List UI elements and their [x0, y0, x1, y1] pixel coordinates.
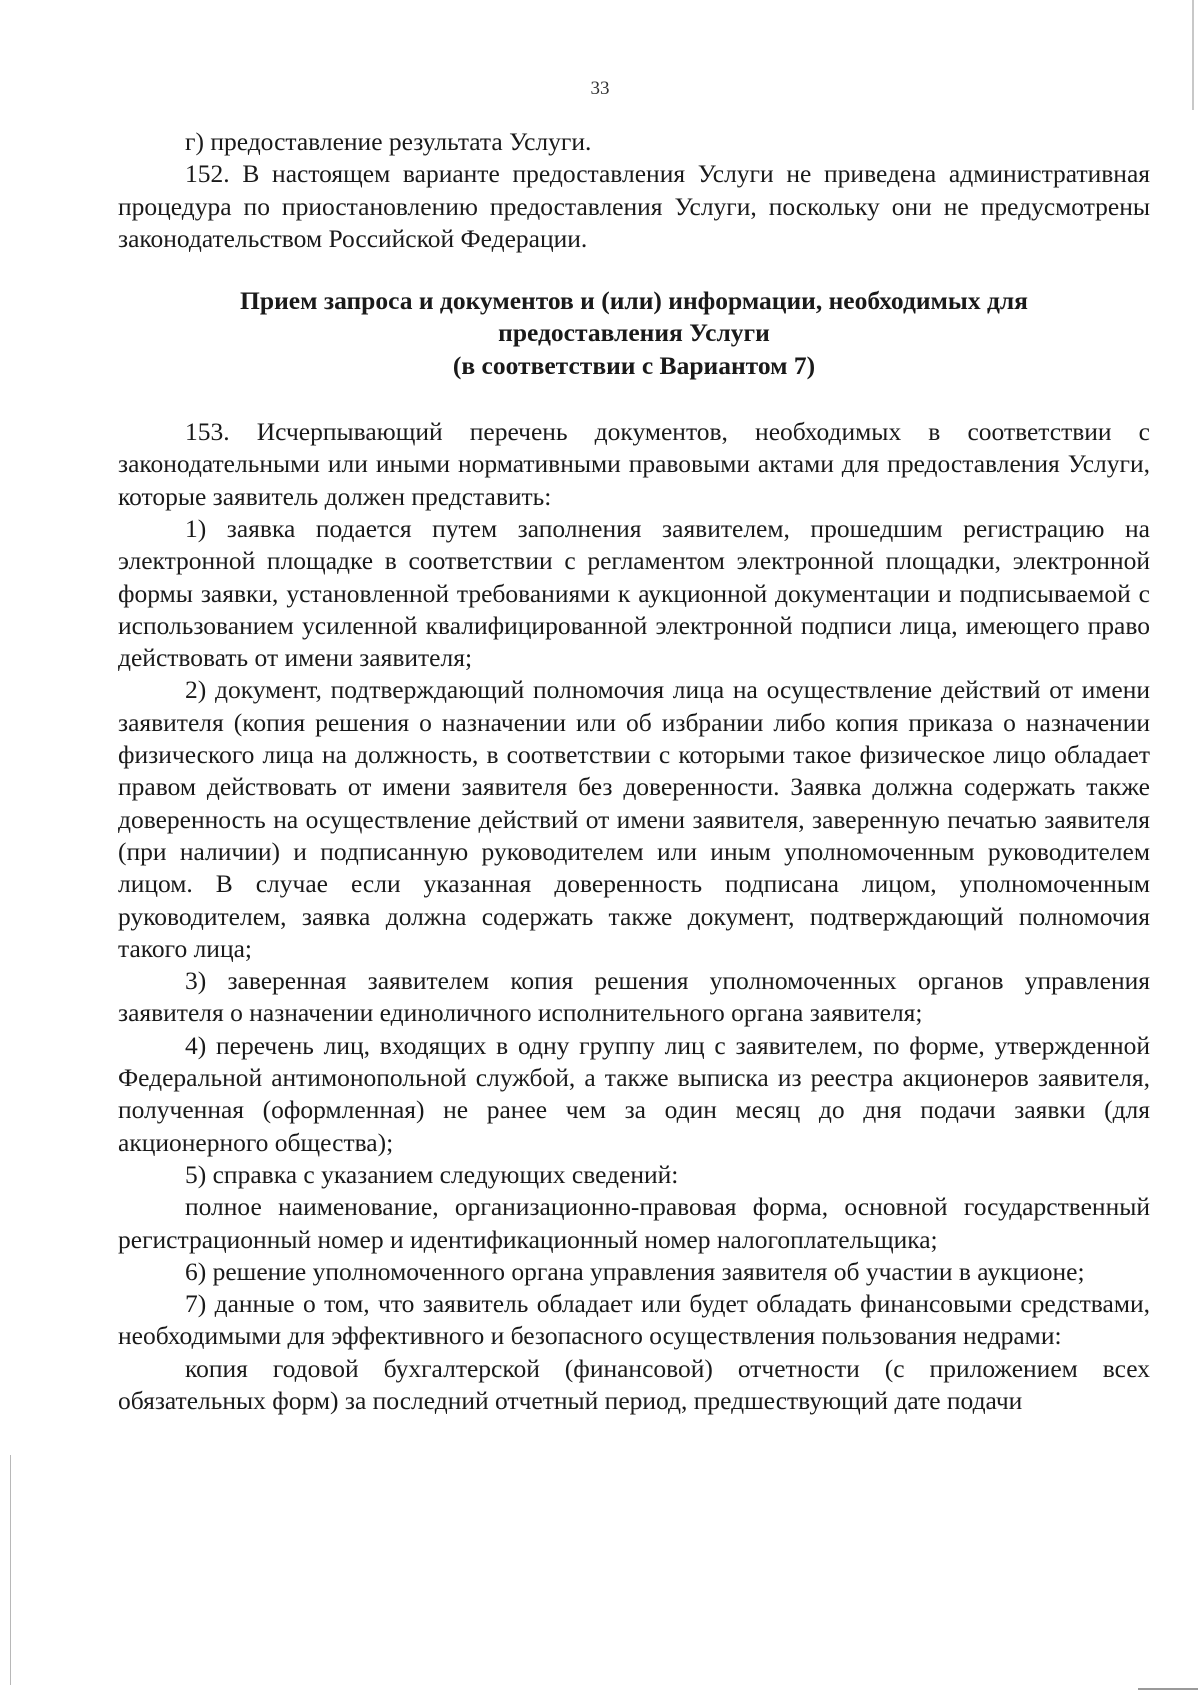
list-item-7: 7) данные о том, что заявитель обладает или будет обладать финансовыми средствами, необходимыми для эффективного и безопасного осуществления пользования недрами: [118, 1289, 1150, 1351]
scan-margin-line [10, 1455, 11, 1685]
list-item-4: 4) перечень лиц, входящих в одну группу лиц с заявителем, по форме, утвержденной Федеральной антимонопольной службой, а также выписка из реестра акционеров заявителя, полученная (оформленная) не ранее чем за один месяц до дня подачи заявки (для акционерного общества); [118, 1030, 1150, 1157]
document-body [118, 126, 1150, 1417]
list-item-5-details: полное наименование, организационно-правовая форма, основной государственный регистрационный номер и идентификационный номер налогоплательщика; [118, 1192, 1150, 1254]
page-number: 33 [590, 78, 610, 99]
section-heading-line-2: предоставления Услуги [498, 318, 770, 348]
paragraph-152: 152. В настоящем варианте предоставления Услуги не приведена административная процедура по приостановлению предоставления Услуги, поскольку они не предусмотрены законодательством Российской Федерации. [118, 159, 1150, 253]
scan-corner-mark [1138, 1688, 1198, 1690]
list-item-7-details: копия годовой бухгалтерской (финансовой) отчетности (с приложением всех обязательных форм) за последний отчетный период, предшествующий дате подачи [118, 1353, 1150, 1415]
section-heading [118, 285, 1150, 382]
list-item-1: 1) заявка подается путем заполнения заявителем, прошедшим регистрацию на электронной площадке в соответствии с регламентом электронной площадки, электронной формы заявки, установленной требованиями к аукционной документации и подписываемой с использованием усиленной квалифицированной электронной подписи лица, имеющего право действовать от имени заявителя; [118, 513, 1150, 673]
list-item-5: 5) справка с указанием следующих сведений: [185, 1159, 679, 1189]
section-heading-line-3: (в соответствии с Вариантом 7) [452, 350, 816, 380]
list-item-6: 6) решение уполномоченного органа управления заявителя об участии в аукционе; [185, 1256, 1085, 1286]
paragraph-item-g: г) предоставление результата Услуги. [185, 127, 592, 156]
paragraph-153: 153. Исчерпывающий перечень документов, необходимых в соответствии с законодательными или иными нормативными правовыми актами для предоставления Услуги, которые заявитель должен представить: [118, 417, 1150, 511]
list-item-3: 3) заверенная заявителем копия решения уполномоченных органов управления заявителя о назначении единоличного исполнительного органа заявителя; [118, 966, 1150, 1028]
section-heading-line-1: Прием запроса и документов и (или) информации, необходимых для [240, 286, 1028, 316]
list-item-2: 2) документ, подтверждающий полномочия лица на осуществление действий от имени заявителя (копия решения о назначении или об избрании либо копия приказа о назначении физического лица на должность, в соответствии с которыми такое физическое лицо обладает правом действовать от имени заявителя без доверенности. Заявка должна содержать также доверенность на осуществление действий от имени заявителя, заверенную печатью заявителя (при наличии) и подписанную руководителем или иным уполномоченным руководителем лицом. В случае если указанная доверенность подписана лицом, уполномоченным руководителем, заявка должна содержать также документ, подтверждающий полномочия такого лица; [118, 675, 1150, 963]
